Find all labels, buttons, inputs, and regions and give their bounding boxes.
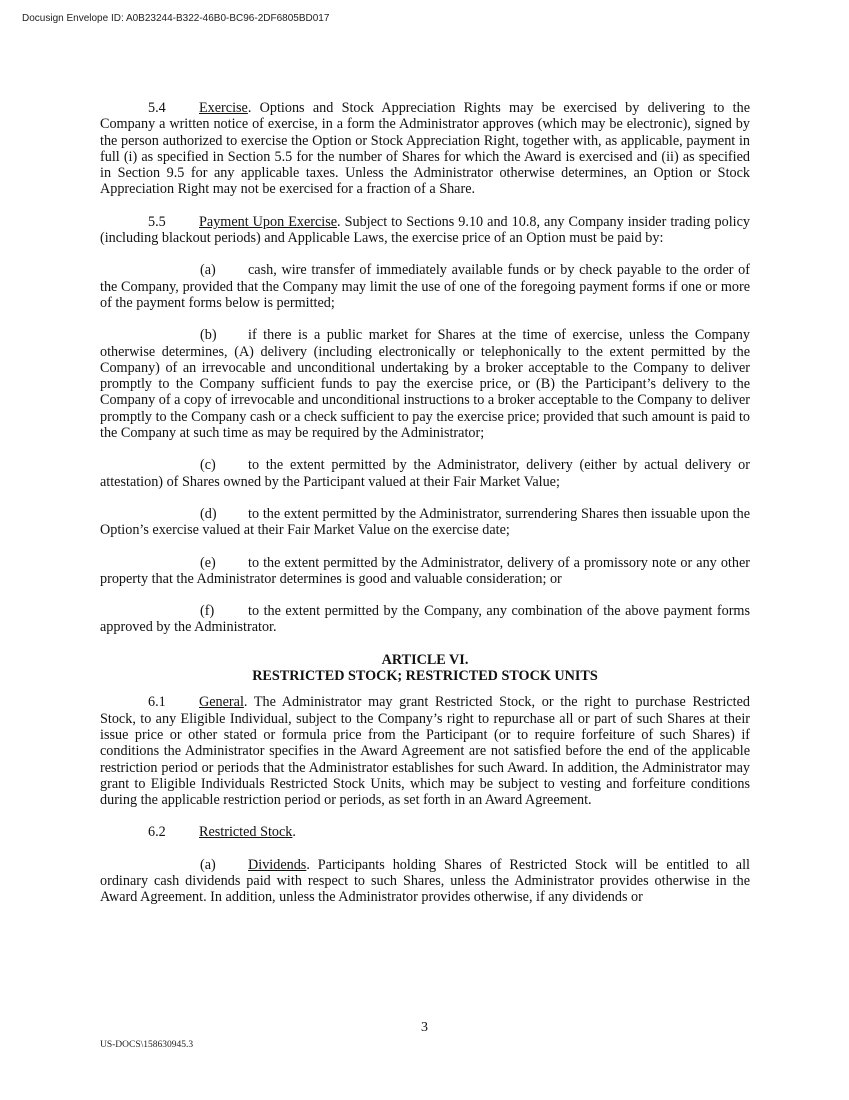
section-title: Exercise [199, 100, 248, 116]
clause-5-5-d [100, 506, 750, 539]
article-heading [100, 652, 750, 685]
clause-text: to the extent permitted by the Company, any combination of the above payment forms approved by the Administrator. [100, 603, 750, 636]
document-body [100, 100, 750, 922]
article-title: RESTRICTED STOCK; RESTRICTED STOCK UNITS [252, 668, 598, 685]
section-number: 5.4 [148, 100, 166, 116]
article-number: ARTICLE VI. [381, 651, 469, 668]
clause-text: to the extent permitted by the Administrator, surrendering Shares then issuable upon the Option’s exercise valued at their Fair Market Value on the exercise date; [100, 505, 750, 539]
section-5-5 [100, 214, 750, 247]
section-text: . The Administrator may grant Restricted Stock, or the right to purchase Restricted Stock, to any Eligible Individual, subject to the Company’s right to repurchase all or part of such Shares at their issue price or other stated or formula price from the Participant (or to require forfeiture of such Shares) if conditions the Administrator specifies in the Award Agreement are not satisfied before the end of the applicable restriction period or periods that the Administrator establishes for such Award. In addition, the Administrator may grant to Eligible Individuals Restricted Stock Units, which may be subject to vesting and forfeiture conditions during the applicable restriction period or periods, as set forth in an Award Agreement. [100, 694, 750, 809]
clause-5-5-b [100, 327, 750, 441]
section-6-1 [100, 694, 750, 808]
clause-number: (b) [200, 327, 217, 344]
clause-text: to the extent permitted by the Administrator, delivery (either by actual delivery or attestation) of Shares owned by the Participant valued at their Fair Market Value; [100, 457, 750, 490]
section-6-2 [100, 824, 750, 840]
section-number: 5.5 [148, 213, 166, 230]
clause-number: (a) [200, 262, 216, 279]
clause-number: (c) [200, 457, 216, 474]
section-5-4 [100, 100, 750, 198]
clause-text: if there is a public market for Shares at the time of exercise, unless the Company otherwise determines, (A) delivery (including electronically or telephonically to the extent permitted by the Company) of an irrevocable and unconditional undertaking by a broker acceptable to the Company to deliver promptly to the Company sufficient funds to pay the exercise price, or (B) the Participant’s delivery to the Company of a copy of irrevocable and unconditional instructions to a broker acceptable to the Company to deliver promptly to the Company cash or a check sufficient to pay the exercise price; provided that such amount is paid to the Company at such time as may be required by the Administrator; [100, 327, 750, 442]
clause-number: (d) [200, 505, 217, 522]
page-number: 3 [421, 1020, 428, 1035]
section-number: 6.1 [148, 694, 166, 711]
clause-title: Dividends [248, 856, 307, 873]
section-number: 6.2 [148, 824, 166, 841]
section-text: . Subject to Sections 9.10 and 10.8, any Company insider trading policy (including blackout periods) and Applicable Laws, the exercise price of an Option must be paid by: [100, 213, 750, 247]
clause-text: to the extent permitted by the Administrator, delivery of a promissory note or any other property that the Administrator determines is good and valuable consideration; or [100, 554, 750, 587]
clause-5-5-a [100, 262, 750, 311]
section-text: . Options and Stock Appreciation Rights may be exercised by delivering to the Company a written notice of exercise, in a form the Administrator approves (which may be electronic), signed by the person authorized to exercise the Option or Stock Appreciation Right, together with, as applicable, payment in full (i) as specified in Section 5.5 for the number of Shares for which the Award is exercised and (ii) as specified in Section 9.5 for any applicable taxes. Unless the Administrator otherwise determines, an Option or Stock Appreciation Right may not be exercised for a fraction of a Share. [100, 100, 750, 198]
section-title: Restricted Stock [199, 824, 293, 841]
clause-text: . Participants holding Shares of Restricted Stock will be entitled to all ordinary cash dividends paid with respect to such Shares, unless the Administrator provides otherwise in the Award Agreement. In addition, unless the Administrator provides otherwise, if any dividends or [100, 856, 750, 906]
clause-number: (f) [200, 603, 215, 620]
section-title: General [199, 694, 244, 711]
section-title: Payment Upon Exercise [199, 213, 338, 230]
clause-number: (a) [200, 856, 216, 873]
clause-5-5-c [100, 457, 750, 490]
clause-5-5-e [100, 555, 750, 588]
clause-number: (e) [200, 554, 216, 571]
section-text: . [292, 824, 296, 841]
clause-text: cash, wire transfer of immediately available funds or by check payable to the order of the Company, provided that the Company may limit the use of one of the foregoing payment forms if one or more of the payment forms below is permitted; [100, 262, 750, 311]
footer-doc-id: US-DOCS\158630945.3 [100, 1040, 194, 1050]
clause-6-2-a [100, 857, 750, 906]
envelope-id: Docusign Envelope ID: A0B23244-B322-46B0-BC96-2DF6805BD017 [22, 13, 330, 24]
clause-5-5-f [100, 603, 750, 636]
